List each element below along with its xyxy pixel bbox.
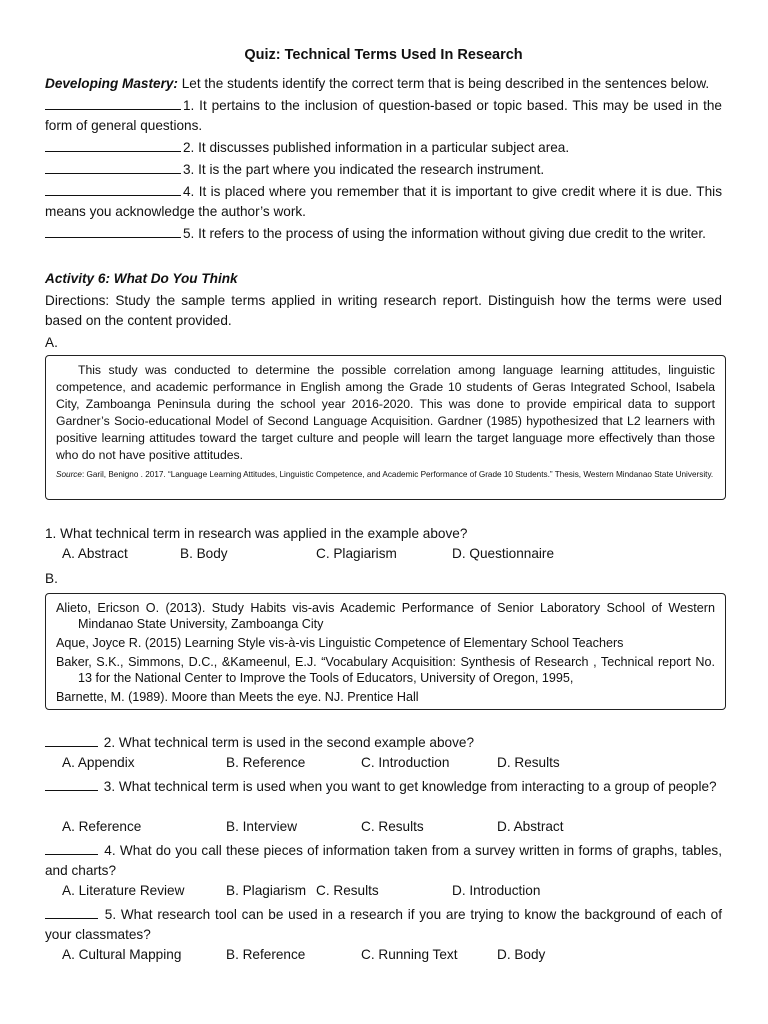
question-5-text	[45, 905, 722, 945]
choice-d[interactable]: D. Results	[497, 755, 560, 770]
choice-a[interactable]: A. Appendix	[62, 755, 135, 770]
developing-mastery-intro	[45, 74, 722, 94]
answer-blank[interactable]	[45, 160, 181, 174]
mastery-item-5	[45, 224, 722, 244]
answer-blank[interactable]	[45, 777, 98, 791]
choice-b[interactable]: B. Interview	[226, 819, 298, 834]
question-3-text	[45, 777, 722, 797]
reference-entry: Barnette, M. (1989). Moore than Meets the eye. NJ. Prentice Hall	[56, 690, 419, 704]
answer-blank[interactable]	[45, 733, 98, 747]
answer-blank[interactable]	[45, 841, 98, 855]
reference-entry: Baker, S.K., Simmons, D.C., &Kameenul, E.J. “Vocabulary Acquisition: Synthesis of Research , Technical report No. 13 for the National Center to Improve the Tools of Educators, University of Oregon, 1995,	[56, 655, 715, 685]
question-text: 5. What research tool can be used in a research if you are trying to know the background of each of your classmates?	[45, 907, 722, 942]
answer-blank[interactable]	[45, 138, 181, 152]
choice-a[interactable]: A. Literature Review	[62, 883, 185, 898]
developing-mastery-instruction: Let the students identify the correct term that is being described in the sentences below.	[177, 76, 710, 91]
question-5-choices	[62, 947, 722, 967]
page-title: Quiz: Technical Terms Used In Research	[244, 47, 523, 63]
developing-mastery-heading: Developing Mastery:	[45, 76, 178, 91]
question-2-choices	[62, 755, 722, 775]
mastery-item-text: 1. It pertains to the inclusion of question-based or topic based. This may be used in the form of general questions.	[45, 98, 722, 133]
activity-directions: Directions: Study the sample terms applied in writing research report. Distinguish how the terms were used based on the content provided.	[45, 293, 722, 328]
choice-b[interactable]: B. Reference	[226, 755, 306, 770]
answer-blank[interactable]	[45, 182, 181, 196]
example-b-box	[45, 593, 726, 710]
choice-c[interactable]: C. Results	[361, 819, 424, 834]
question-text: 3. What technical term is used when you want to get knowledge from interacting to a group of people?	[100, 779, 717, 794]
question-text: 2. What technical term is used in the second example above?	[100, 735, 475, 750]
mastery-item-4	[45, 182, 722, 222]
question-1-text: 1. What technical term in research was applied in the example above?	[45, 526, 468, 541]
choice-d[interactable]: D. Questionnaire	[452, 546, 555, 561]
mastery-item-text: 2. It discusses published information in a particular subject area.	[183, 140, 570, 155]
example-a-label: A.	[45, 335, 58, 350]
source-label: Source	[56, 470, 82, 479]
activity-heading: Activity 6: What Do You Think	[45, 271, 238, 286]
choice-c[interactable]: C. Running Text	[361, 947, 458, 962]
question-4-text	[45, 841, 722, 881]
question-1-choices	[62, 546, 722, 566]
example-a-text: This study was conducted to determine the possible correlation among language learning attitudes, linguistic competence, and academic performance in English among the Grade 10 students of Geras Integrated School, Isabela City, Zamboanga Peninsula during the school year 2016-2020. This was done to provide empirical data to support Gardner’s Socio-educational Model of Second Language Acquisition. Gardner (1985) hypothesized that L2 learners with positive learning attitudes toward the target culture and people will learn the target language more effectively than those who do not have positive attitudes.	[56, 363, 715, 462]
question-text: 4. What do you call these pieces of information taken from a survey written in forms of graphs, tables, and charts?	[45, 843, 722, 878]
question-2-text	[45, 733, 722, 753]
reference-entry: Aque, Joyce R. (2015) Learning Style vis-à-vis Linguistic Competence of Elementary School Teachers	[56, 636, 624, 650]
choice-b[interactable]: B. Body	[180, 546, 228, 561]
answer-blank[interactable]	[45, 96, 181, 110]
example-b-label: B.	[45, 571, 58, 586]
mastery-item-text: 5. It refers to the process of using the information without giving due credit to the writer.	[183, 226, 706, 241]
mastery-item-1	[45, 96, 722, 136]
choice-c[interactable]: C. Plagiarism	[316, 546, 397, 561]
choice-d[interactable]: D. Body	[497, 947, 546, 962]
example-a-box	[45, 355, 726, 500]
choice-d[interactable]: D. Introduction	[452, 883, 541, 898]
choice-d[interactable]: D. Abstract	[497, 819, 564, 834]
mastery-item-3	[45, 160, 722, 180]
mastery-item-text: 4. It is placed where you remember that it is important to give credit where it is due. This means you acknowledge the author’s work.	[45, 184, 722, 219]
choice-c[interactable]: C. Results	[316, 883, 379, 898]
choice-a[interactable]: A. Abstract	[62, 546, 128, 561]
example-a-source	[56, 470, 715, 480]
choice-a[interactable]: A. Cultural Mapping	[62, 947, 182, 962]
mastery-item-text: 3. It is the part where you indicated the research instrument.	[183, 162, 545, 177]
choice-b[interactable]: B. Reference	[226, 947, 306, 962]
reference-entry: Alieto, Ericson O. (2013). Study Habits vis-avis Academic Performance of Senior Laboratory School of Western Mindanao State University, Zamboanga City	[56, 601, 715, 631]
answer-blank[interactable]	[45, 224, 181, 238]
choice-a[interactable]: A. Reference	[62, 819, 142, 834]
question-4-choices	[62, 883, 722, 903]
question-3-choices	[62, 819, 722, 839]
source-text: : Garil, Benigno . 2017. “Language Learning Attitudes, Linguistic Competence, and Academic Performance of Grade 10 Students.” Thesis, Western Mindanao State University.	[81, 470, 714, 479]
answer-blank[interactable]	[45, 905, 98, 919]
choice-c[interactable]: C. Introduction	[361, 755, 450, 770]
choice-b[interactable]: B. Plagiarism	[226, 883, 307, 898]
mastery-item-2	[45, 138, 722, 158]
